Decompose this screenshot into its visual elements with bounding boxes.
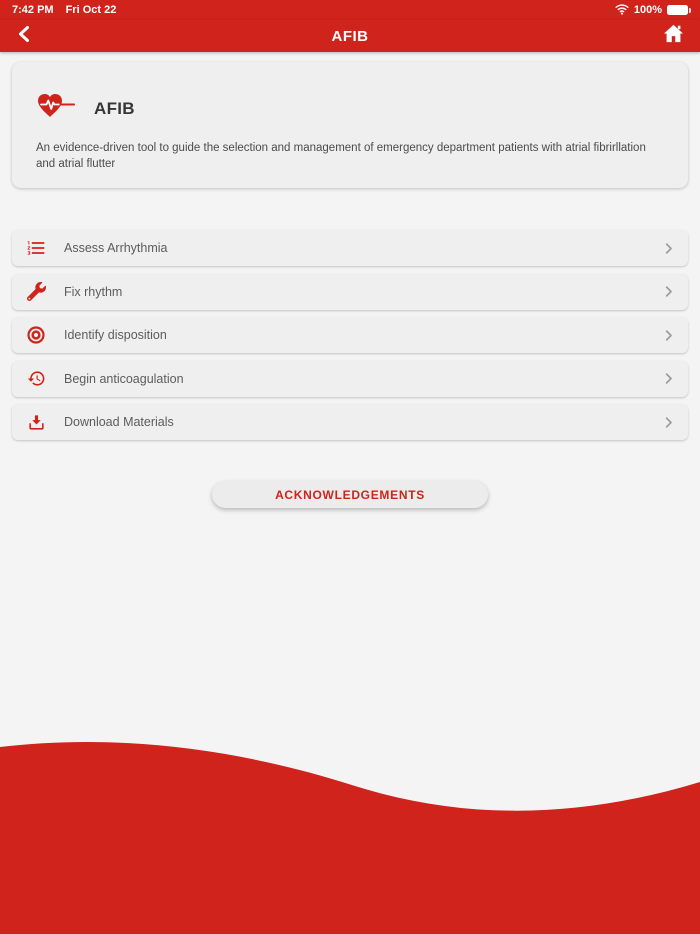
chevron-right-icon: [661, 284, 676, 299]
home-button[interactable]: [663, 24, 684, 48]
menu-item-fix-rhythm[interactable]: [12, 274, 688, 310]
download-icon: [24, 413, 48, 432]
menu-item-label: Fix rhythm: [64, 284, 123, 299]
menu-item-label: Identify disposition: [64, 328, 167, 343]
status-time: 7:42 PM: [12, 4, 54, 16]
battery-icon: [667, 5, 688, 15]
intro-card-title: AFIB: [94, 98, 135, 118]
menu-item-label: Begin anticoagulation: [64, 371, 184, 386]
heart-pulse-icon: [36, 92, 76, 125]
target-icon: [24, 325, 48, 345]
intro-card: [12, 62, 688, 188]
wrench-icon: [24, 282, 48, 301]
nav-bar: [0, 20, 700, 52]
bottom-wave-decoration: [0, 700, 700, 934]
status-bar: [0, 0, 700, 20]
intro-card-description: An evidence-driven tool to guide the selection and management of emergency department patients with atrial fibrirllation and atrial flutter: [36, 142, 646, 170]
back-chevron-icon: [16, 25, 32, 48]
menu-item-begin-anticoagulation[interactable]: [12, 361, 688, 397]
chevron-right-icon: [661, 371, 676, 386]
home-icon: [663, 24, 684, 48]
menu-list: [12, 230, 688, 440]
acknowledgements-button[interactable]: ACKNOWLEDGEMENTS: [212, 481, 488, 508]
page-title: AFIB: [331, 27, 369, 45]
history-clock-icon: [24, 369, 48, 388]
menu-item-download-materials[interactable]: [12, 404, 688, 440]
wifi-icon: [615, 3, 629, 18]
chevron-right-icon: [661, 415, 676, 430]
main-content: [0, 52, 700, 508]
menu-item-label: Assess Arrhythmia: [64, 241, 168, 256]
status-date: Fri Oct 22: [65, 4, 117, 16]
menu-item-identify-disposition[interactable]: [12, 317, 688, 353]
chevron-right-icon: [661, 328, 676, 343]
menu-item-label: Download Materials: [64, 415, 174, 430]
back-button[interactable]: [16, 25, 32, 48]
battery-percent: 100%: [633, 4, 662, 16]
menu-item-assess-arrhythmia[interactable]: [12, 230, 688, 266]
numbered-list-icon: [24, 238, 48, 258]
chevron-right-icon: [661, 241, 676, 256]
